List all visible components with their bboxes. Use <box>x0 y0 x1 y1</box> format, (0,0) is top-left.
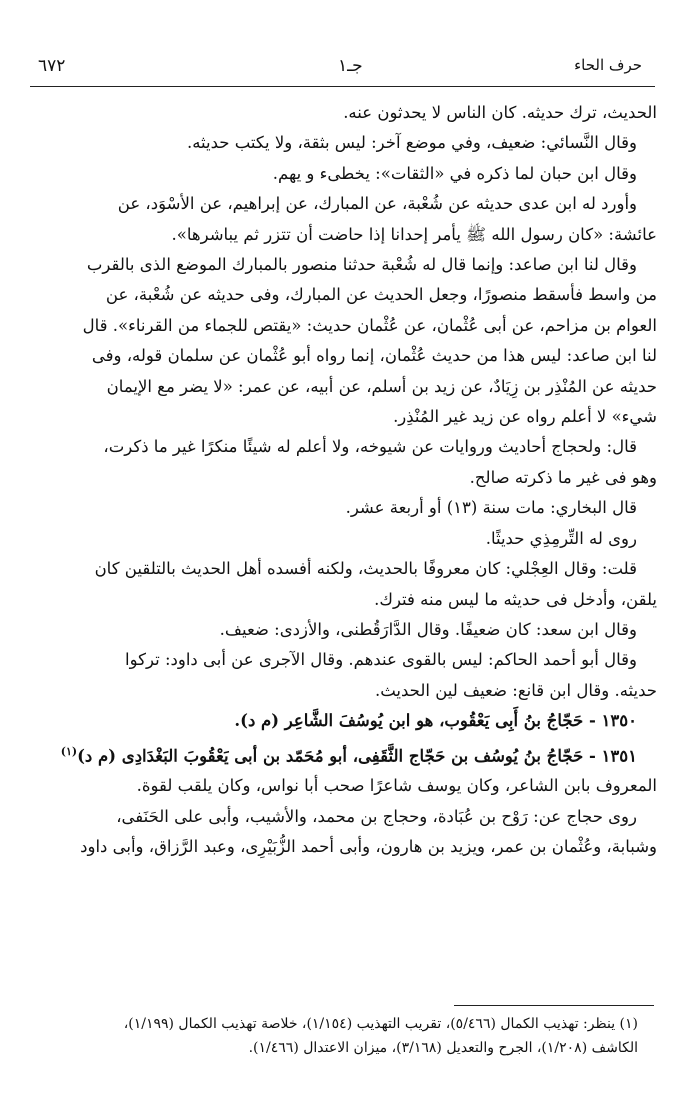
text-line: وأورد له ابن عدى حديثه عن شُعْبة، عن المبارك، عن إبراهيم، عن الأسْوَد، عن <box>117 194 637 214</box>
entry-heading-1351 <box>30 737 657 772</box>
footnote-marker: (١) <box>60 744 78 758</box>
text-line: من واسط فأسقط منصورًا، وجعل الحديث عن المبارك، وفى حديثه عن شُعْبة، عن <box>105 285 657 305</box>
footnote-line: الكاشف (١/٢٠٨)، الجرح والتعديل (٣/١٦٨)، ميزان الاعتدال (١/٤٦٦). <box>248 1040 638 1056</box>
footnote-rule <box>454 1005 654 1006</box>
running-header <box>38 56 642 78</box>
text-line: وقال أبو أحمد الحاكم: ليس بالقوى عندهم. وقال الآجرى عن أبى داود: تركوا <box>125 650 637 670</box>
text-line: شيء» لا أعلم رواه عن زيد غير المُنْذِر. <box>393 407 657 427</box>
text-line: قال: ولحجاج أحاديث وروايات عن شيوخه، ولا أعلم له شيئًا منكرًا غير ما ذكرت، <box>103 437 637 457</box>
text-line: وشبابة، وعُثْمان بن عمر، ويزيد بن هارون، وأبى أحمد الزُّبَيْرِى، وعبد الرَّزاق، وأبى داود <box>80 837 657 857</box>
entry-heading-text: ١٣٥١ - حَجّاجُ بنُ يُوسُف بن حَجّاج الثَّقَفِى، أبو مُحَمّد بن أبى يَعْقُوبَ البَغْدَادِى (م د) <box>77 746 637 766</box>
header-rule <box>30 86 655 87</box>
main-text <box>30 98 657 863</box>
text-line: وقال ابن سعد: كان ضعيفًا. وقال الدَّارَقُطنى، والأزدى: ضعيف. <box>219 619 637 639</box>
text-line: الحديث، ترك حديثه. كان الناس لا يحدثون عنه. <box>343 103 657 122</box>
entry-heading-1350: ١٣٥٠ - حَجّاجُ بنُ أَبِى يَعْقُوب، هو ابن يُوسُفَ الشَّاعِر (م د). <box>234 711 637 731</box>
text-line: قلت: وقال العِجْلي: كان معروفًا بالحديث، ولكنه أفسده أهل الحديث بالتلقين كان <box>94 559 637 579</box>
text-line: عائشة: «كان رسول الله ﷺ يأمر إحدانا إذا حاضت أن تتزر ثم يباشرها». <box>171 224 657 244</box>
text-line: المعروف بابن الشاعر، وكان يوسف شاعرًا صحب أبا نواس، وكان يلقب لقوة. <box>136 776 657 796</box>
page-number: ٦٧٢ <box>38 56 66 76</box>
text-line: العوام بن مزاحم، عن أبى عُثْمان، عن عُثْمان حديث: «يقتص للجماء من القرناء». قال <box>82 315 657 335</box>
text-line: وقال لنا ابن صاعد: وإنما قال له شُعْبة حدثنا منصور بالمبارك الموضع الذى بالقرب <box>86 255 637 275</box>
text-line: روى له التِّرمِذِي حديثًا. <box>485 528 637 548</box>
text-line: حديثه. وقال ابن قانع: ضعيف لين الحديث. <box>374 680 657 700</box>
footnote-line: (١) ينظر: تهذيب الكمال (٥/٤٦٦)، تقريب التهذيب (١/١٥٤)، خلاصة تهذيب الكمال (١/١٩٩)، <box>123 1016 638 1032</box>
text-line: قال البخاري: مات سنة (١٣) أو أربعة عشر. <box>345 498 637 518</box>
text-line: روى حجاج عن: رَوْح بن عُبَادة، وحجاج بن محمد، والأشيب، وأبى على الحَنَفى، <box>116 806 637 826</box>
volume-label: جـ١ <box>338 56 363 76</box>
section-title: حرف الحاء <box>574 56 642 74</box>
text-line: وهو فى غير ما ذكرته صالح. <box>469 467 657 487</box>
text-line: لنا ابن صاعد: ليس هذا من حديث عُثْمان، إنما رواه أبو عُثْمان عن سلمان قوله، وفى <box>91 346 657 366</box>
text-line: وقال ابن حبان لما ذكره في «الثقات»: يخطىء و يهم. <box>272 163 637 183</box>
footnotes <box>38 1012 638 1060</box>
text-line: وقال النَّسائي: ضعيف، وفي موضع آخر: ليس بثقة، ولا يكتب حديثه. <box>186 133 637 153</box>
text-line: حديثه عن المُنْذِر بن زِيَادٌ، عن زيد بن أسلم، عن أبيه، عن عمر: «لا يضر مع الإيمان <box>106 376 657 396</box>
text-line: يلقن، وأدخل فى حديثه ما ليس منه فترك. <box>374 589 657 609</box>
